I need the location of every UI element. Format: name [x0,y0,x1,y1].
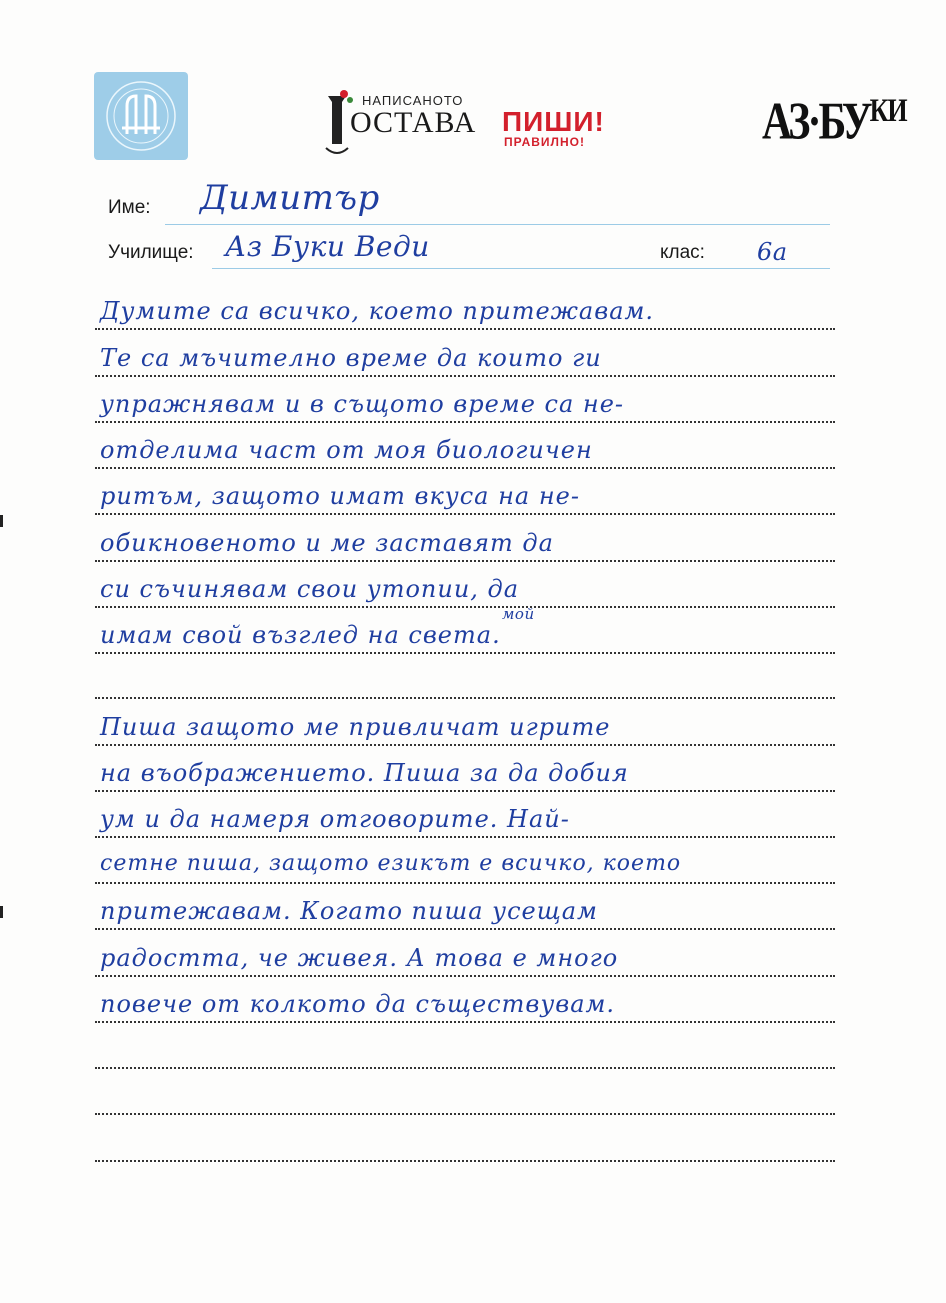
logo-right-main: АЗ·БУ [762,93,870,151]
ruled-line [95,560,835,562]
essay-line: на въображението. Пиша за да добия [100,759,629,787]
school-value: Аз Буки Веди [225,230,430,263]
essay-line: обикновеното и ме заставят да [100,529,554,557]
logo-center-sub: ПРАВИЛНО! [504,135,585,149]
logo-center-main: ОСТАВА [350,106,477,139]
ruled-line [95,882,835,884]
essay-insertion: мой [502,605,535,623]
essay-line: ритъм, защото имат вкуса на не- [100,482,580,510]
left-logo [94,72,188,160]
scan-mark [0,515,3,527]
logo-center-cta: ПИШИ! [502,106,605,137]
ruled-line [95,652,835,654]
essay-line: притежавам. Когато пиша усещам [100,897,598,925]
class-label: клас: [660,242,705,263]
school-line [212,268,830,269]
essay-line: ум и да намеря отговорите. Най- [100,805,570,833]
ruled-line [95,1021,835,1023]
name-line [165,224,830,225]
ornamental-letter-icon [320,88,354,158]
essay-line: Пиша защото ме привличат игрите [100,713,611,741]
ruled-line [95,513,835,515]
right-logo [762,92,907,152]
ruled-line [95,1113,835,1115]
ruled-line [95,975,835,977]
essay-line: упражнявам и в същото време са не- [100,390,625,418]
scan-mark [0,906,3,918]
ruled-line [95,790,835,792]
essay-line: отделима част от моя биологичен [100,436,593,464]
ruled-line [95,836,835,838]
school-label: Училище: [108,242,194,263]
essay-line: Те са мъчително време да които ги [100,344,602,372]
essay-line: радостта, че живея. А това е много [100,944,619,972]
ruled-line [95,928,835,930]
class-value: 6а [757,238,788,266]
center-logo [320,88,640,158]
name-value: Димитър [200,178,380,218]
ruled-line [95,697,835,699]
essay-line: си съчинявам свои утопии, да [100,575,520,603]
logo-right-sup: КИ [869,92,907,129]
name-label: Име: [108,197,151,218]
ruled-line [95,467,835,469]
ruled-line [95,375,835,377]
ruled-line [95,606,835,608]
ruled-line [95,421,835,423]
essay-line: сетне пиша, защото езикът е всичко, което [100,851,682,876]
ruled-line [95,328,835,330]
essay-line: повече от колкото да съществувам. [100,990,616,1018]
ruled-line [95,744,835,746]
essay-line: Думите са всичко, което притежавам. [100,297,655,325]
ruled-line [95,1160,835,1162]
ruled-line [95,1067,835,1069]
essay-line: имам свой възглед на света. [100,621,501,649]
logo-center-top: НАПИСАНОТО [362,93,464,108]
